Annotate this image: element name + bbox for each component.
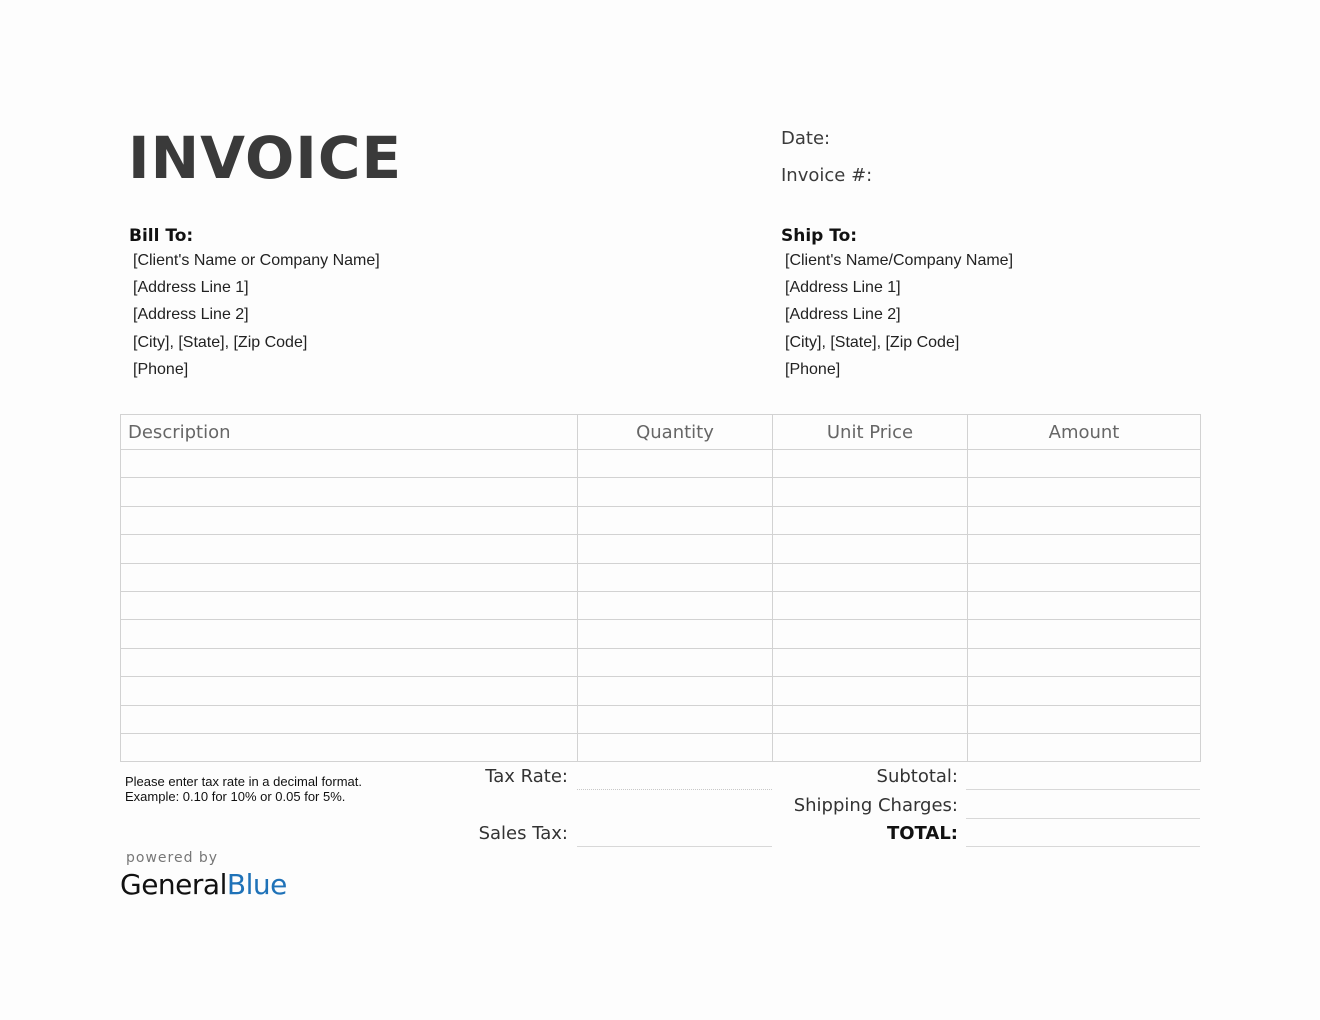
description-cell[interactable] — [121, 677, 578, 705]
unit-price-cell[interactable] — [773, 677, 968, 705]
amount-cell[interactable] — [968, 535, 1201, 563]
quantity-cell[interactable] — [578, 705, 773, 733]
description-cell[interactable] — [121, 591, 578, 619]
amount-cell[interactable] — [968, 591, 1201, 619]
unit-price-cell[interactable] — [773, 733, 968, 761]
quantity-cell[interactable] — [578, 535, 773, 563]
subtotal-label: Subtotal: — [876, 766, 958, 787]
items-body — [121, 450, 1201, 762]
amount-column-header: Amount — [968, 415, 1201, 450]
description-cell[interactable] — [121, 450, 578, 478]
total-field[interactable] — [966, 846, 1200, 847]
table-row — [121, 620, 1201, 648]
amount-cell[interactable] — [968, 563, 1201, 591]
bill-to-heading: Bill To: — [129, 226, 194, 246]
bill-to-phone[interactable]: [Phone] — [133, 360, 189, 378]
bill-to-address-line-1[interactable]: [Address Line 1] — [133, 279, 249, 297]
description-cell[interactable] — [121, 563, 578, 591]
ship-to-client-name[interactable]: [Client's Name/Company Name] — [785, 252, 1014, 269]
description-column-header: Description — [121, 415, 578, 450]
invoice-number-label: Invoice #: — [781, 165, 873, 186]
amount-cell[interactable] — [968, 450, 1201, 478]
table-row — [121, 450, 1201, 478]
table-row — [121, 733, 1201, 761]
items-header-row — [121, 415, 1201, 450]
ship-to-phone[interactable]: [Phone] — [785, 360, 841, 378]
quantity-cell[interactable] — [578, 478, 773, 506]
description-cell[interactable] — [121, 506, 578, 534]
bill-to-city-state-zip[interactable]: [City], [State], [Zip Code] — [133, 333, 308, 351]
amount-cell[interactable] — [968, 705, 1201, 733]
logo-general-text: General — [120, 868, 227, 901]
logo-blue-text: Blue — [226, 868, 287, 901]
amount-cell[interactable] — [968, 620, 1201, 648]
date-label: Date: — [781, 128, 831, 149]
quantity-cell[interactable] — [578, 733, 773, 761]
table-row — [121, 648, 1201, 676]
table-row — [121, 478, 1201, 506]
unit-price-cell[interactable] — [773, 563, 968, 591]
amount-cell[interactable] — [968, 506, 1201, 534]
total-label: TOTAL: — [886, 823, 958, 844]
amount-cell[interactable] — [968, 677, 1201, 705]
ship-to-address-line-1[interactable]: [Address Line 1] — [785, 279, 901, 297]
quantity-cell[interactable] — [578, 677, 773, 705]
sales-tax-label: Sales Tax: — [478, 823, 568, 844]
unit-price-cell[interactable] — [773, 506, 968, 534]
ship-to-address-line-2[interactable]: [Address Line 2] — [785, 306, 901, 324]
unit-price-cell[interactable] — [773, 535, 968, 563]
bill-to-section — [129, 225, 589, 383]
table-row — [121, 705, 1201, 733]
invoice-title: INVOICE — [128, 124, 403, 192]
subtotal-field[interactable] — [966, 789, 1200, 790]
bill-to-client-name[interactable]: [Client's Name or Company Name] — [133, 252, 380, 269]
description-cell[interactable] — [121, 648, 578, 676]
sales-tax-field[interactable] — [577, 846, 772, 847]
unit-price-cell[interactable] — [773, 705, 968, 733]
description-cell[interactable] — [121, 620, 578, 648]
ship-to-city-state-zip[interactable]: [City], [State], [Zip Code] — [785, 333, 960, 351]
tax-rate-note-line-1: Please enter tax rate in a decimal format. — [125, 774, 363, 789]
items-table — [120, 414, 1201, 762]
ship-to-section — [781, 225, 1241, 383]
quantity-cell[interactable] — [578, 450, 773, 478]
quantity-column-header: Quantity — [578, 415, 773, 450]
unit-price-cell[interactable] — [773, 450, 968, 478]
tax-rate-field[interactable] — [577, 789, 772, 790]
bill-to-address-line-2[interactable]: [Address Line 2] — [133, 306, 249, 324]
shipping-charges-field[interactable] — [966, 818, 1200, 819]
amount-cell[interactable] — [968, 648, 1201, 676]
unit-price-cell[interactable] — [773, 648, 968, 676]
table-row — [121, 506, 1201, 534]
unit-price-cell[interactable] — [773, 620, 968, 648]
quantity-cell[interactable] — [578, 620, 773, 648]
tax-rate-label: Tax Rate: — [485, 766, 568, 787]
quantity-cell[interactable] — [578, 591, 773, 619]
amount-cell[interactable] — [968, 478, 1201, 506]
unit-price-cell[interactable] — [773, 591, 968, 619]
quantity-cell[interactable] — [578, 563, 773, 591]
quantity-cell[interactable] — [578, 648, 773, 676]
shipping-charges-label: Shipping Charges: — [793, 795, 958, 816]
generalblue-logo — [120, 868, 287, 901]
tax-rate-note-line-2: Example: 0.10 for 10% or 0.05 for 5%. — [125, 789, 346, 804]
description-cell[interactable] — [121, 705, 578, 733]
description-cell[interactable] — [121, 478, 578, 506]
tax-rate-note — [125, 774, 362, 804]
unit-price-cell[interactable] — [773, 478, 968, 506]
quantity-cell[interactable] — [578, 506, 773, 534]
table-row — [121, 563, 1201, 591]
table-row — [121, 535, 1201, 563]
description-cell[interactable] — [121, 535, 578, 563]
description-cell[interactable] — [121, 733, 578, 761]
ship-to-heading: Ship To: — [781, 226, 858, 246]
amount-cell[interactable] — [968, 733, 1201, 761]
unit-price-column-header: Unit Price — [773, 415, 968, 450]
table-row — [121, 591, 1201, 619]
table-row — [121, 677, 1201, 705]
powered-by-text: powered by — [126, 850, 219, 866]
